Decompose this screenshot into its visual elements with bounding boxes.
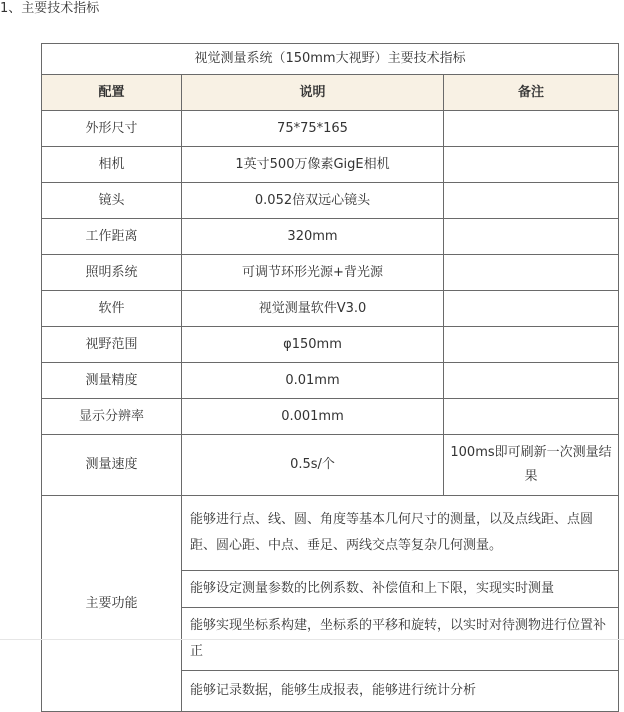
cell-desc: 视觉测量软件V3.0 — [182, 291, 444, 327]
cell-desc: 0.052倍双远心镜头 — [182, 183, 444, 219]
cell-desc: 可调节环形光源+背光源 — [182, 255, 444, 291]
table-title-row — [42, 44, 619, 75]
table-row — [42, 363, 619, 399]
table-row — [42, 147, 619, 183]
cell-config: 镜头 — [42, 183, 182, 219]
cell-desc: 0.5s/个 — [182, 435, 444, 496]
cell-desc: φ150mm — [182, 327, 444, 363]
features-label: 主要功能 — [42, 496, 182, 712]
table-header-row — [42, 75, 619, 111]
table-row — [42, 111, 619, 147]
cell-note — [444, 327, 619, 363]
table-row — [42, 219, 619, 255]
cell-config: 外形尺寸 — [42, 111, 182, 147]
cell-desc: 75*75*165 — [182, 111, 444, 147]
cell-note — [444, 111, 619, 147]
cell-note — [444, 363, 619, 399]
cell-config: 测量精度 — [42, 363, 182, 399]
cell-note — [444, 291, 619, 327]
table-title: 视觉测量系统（150mm大视野）主要技术指标 — [42, 44, 619, 75]
column-header-note: 备注 — [444, 75, 619, 111]
cell-note — [444, 183, 619, 219]
cell-config: 相机 — [42, 147, 182, 183]
feature-item: 能够进行点、线、圆、角度等基本几何尺寸的测量，以及点线距、点圆距、圆心距、中点、垂足、两线交点等复杂几何测量。 — [182, 496, 619, 571]
cell-note — [444, 147, 619, 183]
cell-note: 100ms即可刷新一次测量结果 — [444, 435, 619, 496]
table-row — [42, 435, 619, 496]
column-header-config: 配置 — [42, 75, 182, 111]
cell-config: 工作距离 — [42, 219, 182, 255]
cell-desc: 320mm — [182, 219, 444, 255]
cell-desc: 1英寸500万像素GigE相机 — [182, 147, 444, 183]
cell-config: 测量速度 — [42, 435, 182, 496]
cell-note — [444, 255, 619, 291]
page-divider — [0, 639, 624, 640]
cell-config: 显示分辨率 — [42, 399, 182, 435]
table-row — [42, 327, 619, 363]
cell-note — [444, 399, 619, 435]
table-row — [42, 291, 619, 327]
cell-config: 软件 — [42, 291, 182, 327]
features-row — [42, 496, 619, 571]
feature-item: 能够设定测量参数的比例系数、补偿值和上下限，实现实时测量 — [182, 571, 619, 608]
cell-note — [444, 219, 619, 255]
feature-item: 能够实现坐标系构建，坐标系的平移和旋转，以实时对待测物进行位置补正 — [182, 608, 619, 671]
section-heading: 1、主要技术指标 — [0, 1, 100, 16]
table-row — [42, 399, 619, 435]
table-row — [42, 255, 619, 291]
spec-table — [41, 43, 619, 712]
table-row — [42, 183, 619, 219]
cell-config: 照明系统 — [42, 255, 182, 291]
feature-item: 能够记录数据，能够生成报表，能够进行统计分析 — [182, 671, 619, 712]
cell-config: 视野范围 — [42, 327, 182, 363]
column-header-desc: 说明 — [182, 75, 444, 111]
cell-desc: 0.001mm — [182, 399, 444, 435]
cell-desc: 0.01mm — [182, 363, 444, 399]
